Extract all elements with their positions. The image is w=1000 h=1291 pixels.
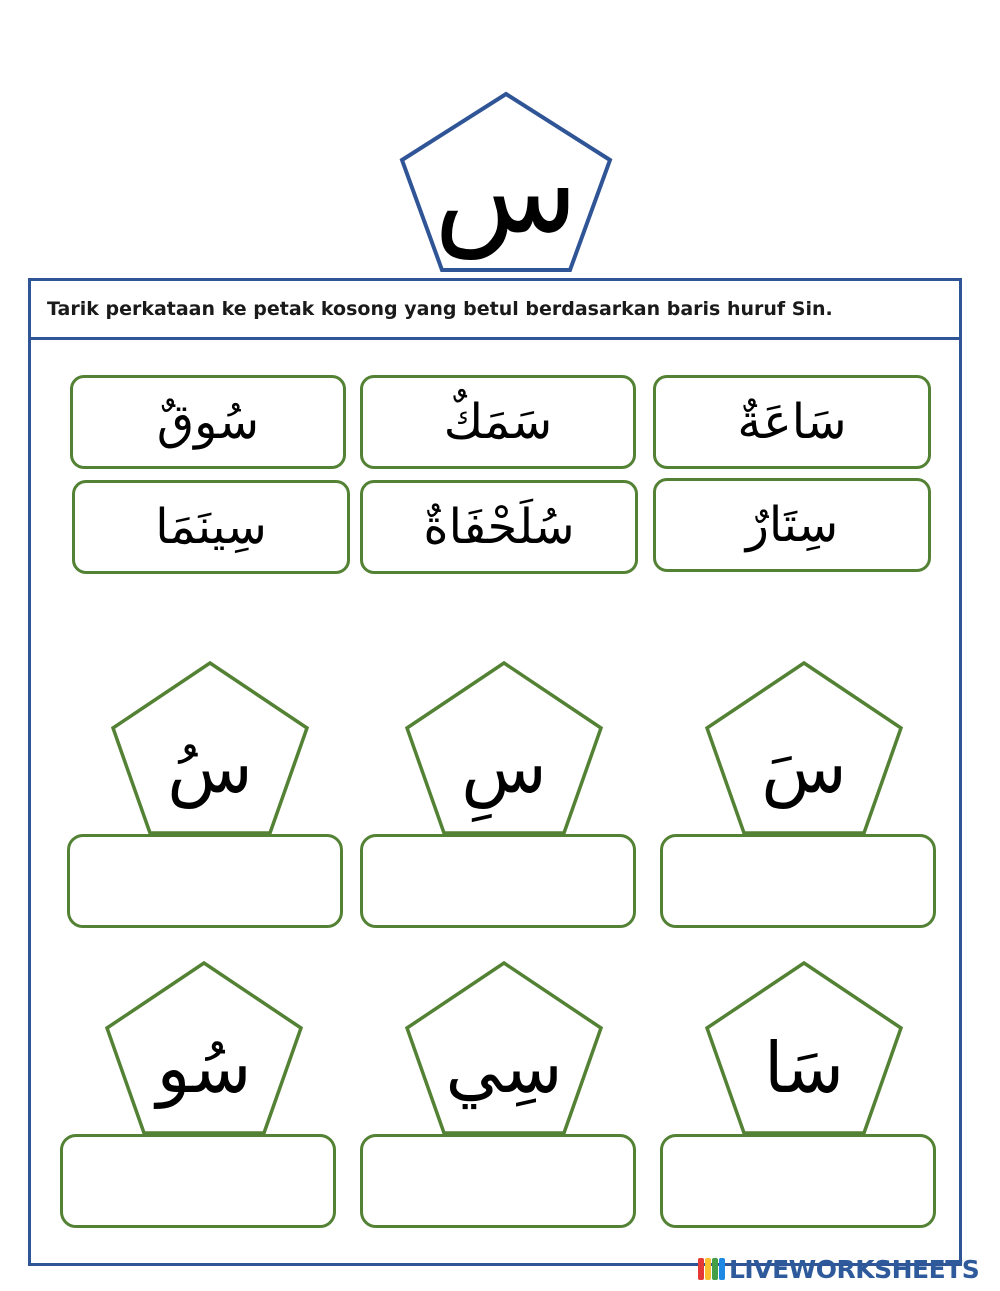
drop-zone[interactable] xyxy=(60,1134,336,1228)
word-card-samak[interactable]: سَمَكٌ xyxy=(360,375,636,469)
target-letter: سِ xyxy=(461,727,547,809)
word-card-sitar[interactable]: سِتَارٌ xyxy=(653,478,931,572)
drop-zone[interactable] xyxy=(360,834,636,928)
liveworksheets-logo-icon xyxy=(698,1258,725,1280)
target-letter: سَا xyxy=(764,1027,844,1109)
drop-zone[interactable] xyxy=(660,834,936,928)
drop-zone[interactable] xyxy=(360,1134,636,1228)
word-card-saah[interactable]: سَاعَةٌ xyxy=(653,375,931,469)
target-letter: سَ xyxy=(761,727,847,809)
target-letter: سِي xyxy=(445,1027,563,1109)
liveworksheets-watermark xyxy=(698,1254,998,1284)
instruction-text: Tarik perkataan ke petak kosong yang betul berdasarkan baris huruf Sin. xyxy=(28,278,962,340)
title-letter: س xyxy=(433,121,579,259)
target-letter: سُو xyxy=(156,1027,252,1109)
target-letter: سُ xyxy=(167,727,253,809)
word-card-sinema[interactable]: سِينَمَا xyxy=(72,480,350,574)
watermark-text: LIVEWORKSHEETS xyxy=(729,1254,980,1284)
word-card-souq[interactable]: سُوقٌ xyxy=(70,375,346,469)
drop-zone[interactable] xyxy=(67,834,343,928)
drop-zone[interactable] xyxy=(660,1134,936,1228)
word-card-sulhafah[interactable]: سُلَحْفَاةٌ xyxy=(360,480,638,574)
